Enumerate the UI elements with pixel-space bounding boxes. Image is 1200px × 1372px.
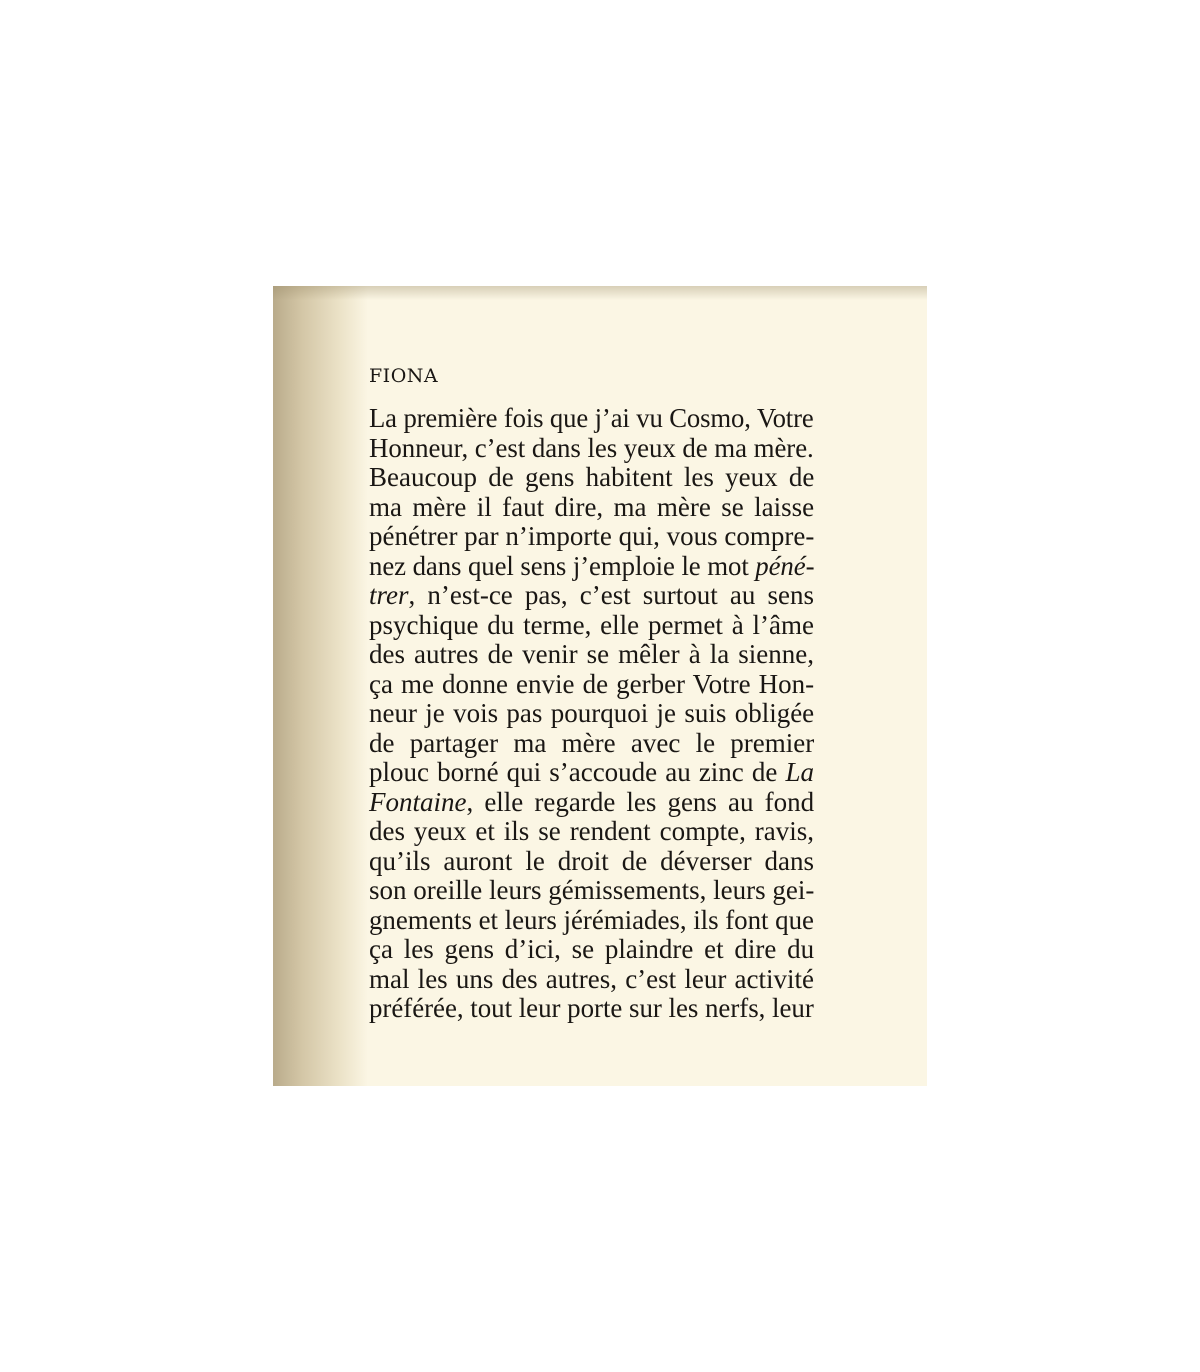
- italic-text: Fontaine: [369, 786, 467, 817]
- italic-text: La: [785, 757, 814, 787]
- text-line: [369, 434, 812, 464]
- text-line: [369, 522, 814, 552]
- text-line: [369, 463, 814, 493]
- text-line: [369, 817, 814, 847]
- text-line: [369, 965, 814, 995]
- text-segment: , n’est-ce pas, c’est surtout au sens: [408, 580, 814, 610]
- text-segment: La première fois que j’ai vu Cosmo, Votre: [369, 403, 814, 433]
- text-line: [369, 847, 814, 877]
- italic-text: trer: [369, 580, 409, 610]
- text-line: [369, 699, 814, 729]
- text-line: [369, 550, 815, 582]
- text-line: [369, 403, 814, 434]
- text-segment: préférée, tout leur porte sur les nerfs, leur: [369, 993, 814, 1023]
- text-line: [369, 994, 813, 1024]
- text-segment: gnements et leurs jérémiades, ils font que: [369, 904, 814, 935]
- speaker-name: FIONA: [369, 365, 439, 387]
- text-segment: mal les uns des autres, c’est leur activité: [369, 963, 814, 994]
- text-segment: psychique du terme, elle permet à l’âme: [369, 609, 814, 640]
- text-segment: de partager ma mère avec le premier: [369, 727, 815, 758]
- text-segment: Honneur, c’est dans les yeux de ma mère.: [369, 432, 814, 463]
- text-line: [369, 670, 814, 700]
- text-segment: Beaucoup de gens habitent les yeux de: [369, 462, 815, 492]
- text-segment: ça me donne envie de gerber Votre Hon-: [369, 668, 815, 699]
- text-line: [369, 876, 814, 906]
- text-segment: neur je vois pas pourquoi je suis obligée: [369, 698, 815, 728]
- text-line: [369, 611, 814, 641]
- text-line: [369, 729, 814, 759]
- text-segment: qu’ils auront le droit de déverser dans: [369, 845, 814, 876]
- text-segment: des yeux et ils se rendent compte, ravis,: [369, 816, 814, 846]
- text-segment: nez dans quel sens j’emploie le mot: [369, 550, 756, 581]
- show-through-texture: [633, 286, 927, 396]
- text-segment: ma mère il faut dire, ma mère se laisse: [369, 491, 815, 522]
- text-line: [369, 493, 814, 523]
- text-line: [369, 581, 814, 611]
- text-segment: , elle regarde les gens au fond: [466, 786, 815, 817]
- italic-text: péné-: [755, 550, 815, 581]
- text-line: [369, 788, 814, 818]
- text-segment: des autres de venir se mêler à la sienne,: [369, 639, 814, 669]
- body-paragraph: [369, 404, 814, 1024]
- text-segment: plouc borné qui s’accoude au zinc de: [369, 757, 786, 787]
- gutter-shadow: [273, 286, 368, 1086]
- scanned-page: [273, 286, 927, 1086]
- text-line: [369, 935, 814, 965]
- text-line: [369, 906, 813, 936]
- text-segment: pénétrer par n’importe qui, vous compre-: [369, 521, 815, 551]
- text-line: [369, 758, 814, 788]
- text-segment: ça les gens d’ici, se plaindre et dire du: [369, 934, 815, 964]
- text-segment: son oreille leurs gémissements, leurs gei-: [369, 875, 815, 905]
- text-line: [369, 640, 814, 670]
